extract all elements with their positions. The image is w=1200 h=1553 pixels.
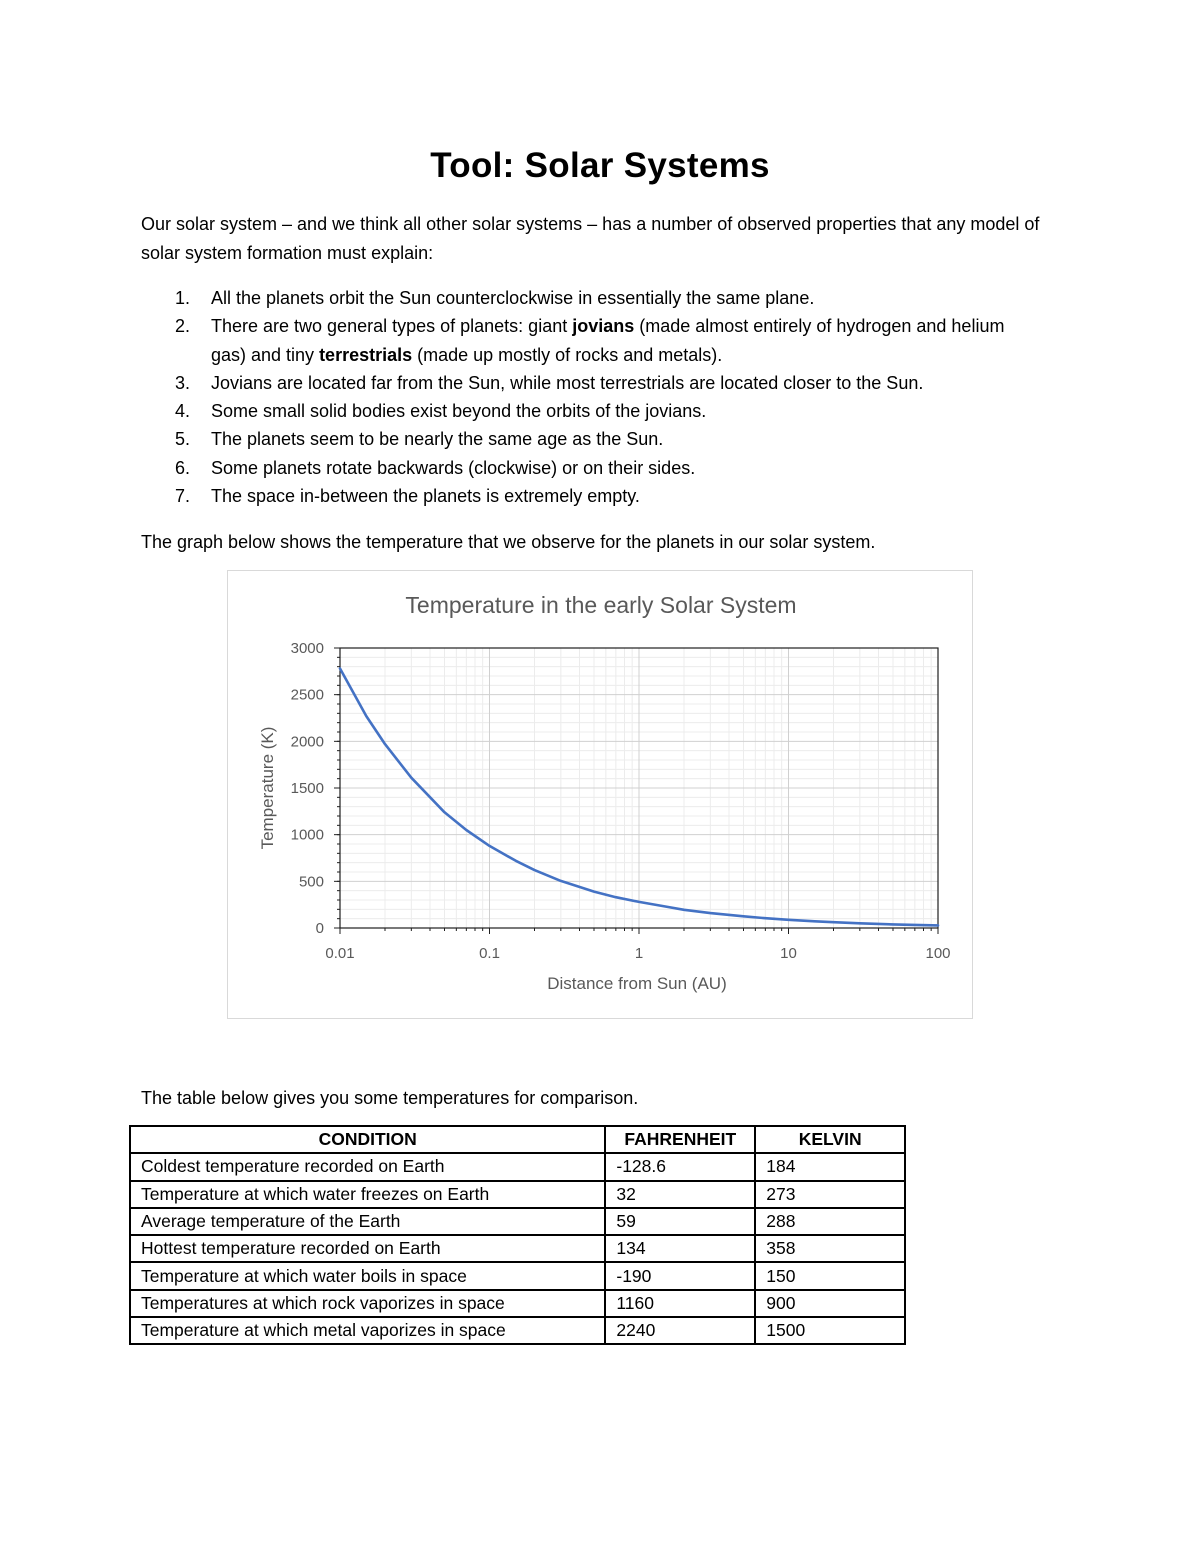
table-row <box>130 1262 905 1289</box>
property-item <box>141 482 1041 510</box>
page-title: Tool: Solar Systems <box>430 146 770 185</box>
table-cell: Average temperature of the Earth <box>130 1208 605 1235</box>
table-row <box>130 1235 905 1262</box>
table-cell: Coldest temperature recorded on Earth <box>130 1153 605 1180</box>
comparison-table <box>129 1125 906 1345</box>
property-number: 6. <box>175 457 191 478</box>
x-tick-label: 1 <box>634 945 644 962</box>
property-item <box>141 454 1041 482</box>
x-axis-label: Distance from Sun (AU) <box>547 974 727 993</box>
property-number: 1. <box>175 288 191 308</box>
table-row <box>130 1208 905 1235</box>
y-tick-label: 1000 <box>290 826 324 844</box>
table-cell: 358 <box>755 1235 905 1262</box>
table-cell: Temperatures at which rock vaporizes in space <box>130 1290 605 1317</box>
property-term: terrestrials <box>319 344 413 365</box>
table-cell: Temperature at which water boils in space <box>130 1262 605 1289</box>
property-text: Some planets rotate backwards (clockwise) or on their sides. <box>211 457 696 478</box>
properties-list <box>141 284 1041 510</box>
property-item <box>141 369 1041 397</box>
table-cell: 1500 <box>755 1317 905 1344</box>
temperature-chart <box>227 570 973 1019</box>
y-tick-label: 2500 <box>290 686 324 704</box>
property-text: The space in-between the planets is extremely empty. <box>211 486 640 507</box>
property-text: (made up mostly of rocks and metals). <box>412 344 723 365</box>
table-cell: -128.6 <box>605 1153 755 1180</box>
property-number: 7. <box>175 486 191 507</box>
table-cell: 900 <box>755 1290 905 1317</box>
table-cell: 273 <box>755 1181 905 1208</box>
chart-title: Temperature in the early Solar System <box>405 592 797 618</box>
property-number: 2. <box>175 316 191 337</box>
x-tick-label: 0.1 <box>479 945 500 962</box>
table-body <box>130 1153 905 1344</box>
table-intro-paragraph: The table below gives you some temperatures for comparison. <box>141 1088 639 1108</box>
y-tick-label: 0 <box>315 920 324 937</box>
property-number: 4. <box>175 401 191 422</box>
property-item <box>141 312 1041 369</box>
y-tick-label: 3000 <box>290 640 324 657</box>
table-cell: 1160 <box>605 1290 755 1317</box>
property-number: 3. <box>175 372 191 393</box>
table-cell: 184 <box>755 1153 905 1180</box>
property-item <box>141 284 1041 312</box>
table-cell: 288 <box>755 1208 905 1235</box>
table-row <box>130 1290 905 1317</box>
y-axis-label: Temperature (K) <box>258 726 277 850</box>
property-item <box>141 425 1041 453</box>
property-text: All the planets orbit the Sun counterclockwise in essentially the same plane. <box>211 288 815 308</box>
property-item <box>141 397 1041 425</box>
table-cell: 2240 <box>605 1317 755 1344</box>
chart-svg <box>228 571 974 1020</box>
graph-intro-paragraph: The graph below shows the temperature that we observe for the planets in our solar system. <box>141 532 876 552</box>
property-term: jovians <box>572 316 635 337</box>
table-cell: 134 <box>605 1235 755 1262</box>
header-fahrenheit: FAHRENHEIT <box>605 1126 755 1153</box>
table-cell: 59 <box>605 1208 755 1235</box>
table-cell: 32 <box>605 1181 755 1208</box>
table-cell: -190 <box>605 1262 755 1289</box>
header-kelvin: KELVIN <box>755 1126 905 1153</box>
y-tick-label: 2000 <box>290 733 324 751</box>
table-row <box>130 1181 905 1208</box>
property-text: Jovians are located far from the Sun, while most terrestrials are located closer to the Sun. <box>211 372 924 393</box>
property-text: Some small solid bodies exist beyond the orbits of the jovians. <box>211 401 707 422</box>
table-cell: Temperature at which metal vaporizes in space <box>130 1317 605 1344</box>
y-tick-label: 1500 <box>290 780 324 797</box>
intro-paragraph: Our solar system – and we think all other solar systems – has a number of observed properties that any model of solar system formation must explain: <box>141 214 1040 263</box>
x-tick-label: 0.01 <box>325 945 355 962</box>
table-cell: Temperature at which water freezes on Earth <box>130 1181 605 1208</box>
property-text: (made almost entirely of hydrogen and helium gas) and tiny <box>211 316 1005 365</box>
property-text: There are two general types of planets: giant <box>211 316 573 337</box>
table-cell: Hottest temperature recorded on Earth <box>130 1235 605 1262</box>
property-number: 5. <box>175 429 191 450</box>
y-tick-label: 500 <box>298 873 324 891</box>
x-tick-label: 100 <box>925 945 951 962</box>
header-condition: CONDITION <box>130 1126 605 1153</box>
table-row <box>130 1317 905 1344</box>
property-text: The planets seem to be nearly the same age as the Sun. <box>211 429 664 450</box>
table-row <box>130 1153 905 1180</box>
table-header-row <box>130 1126 905 1153</box>
table-cell: 150 <box>755 1262 905 1289</box>
x-tick-label: 10 <box>780 945 797 962</box>
